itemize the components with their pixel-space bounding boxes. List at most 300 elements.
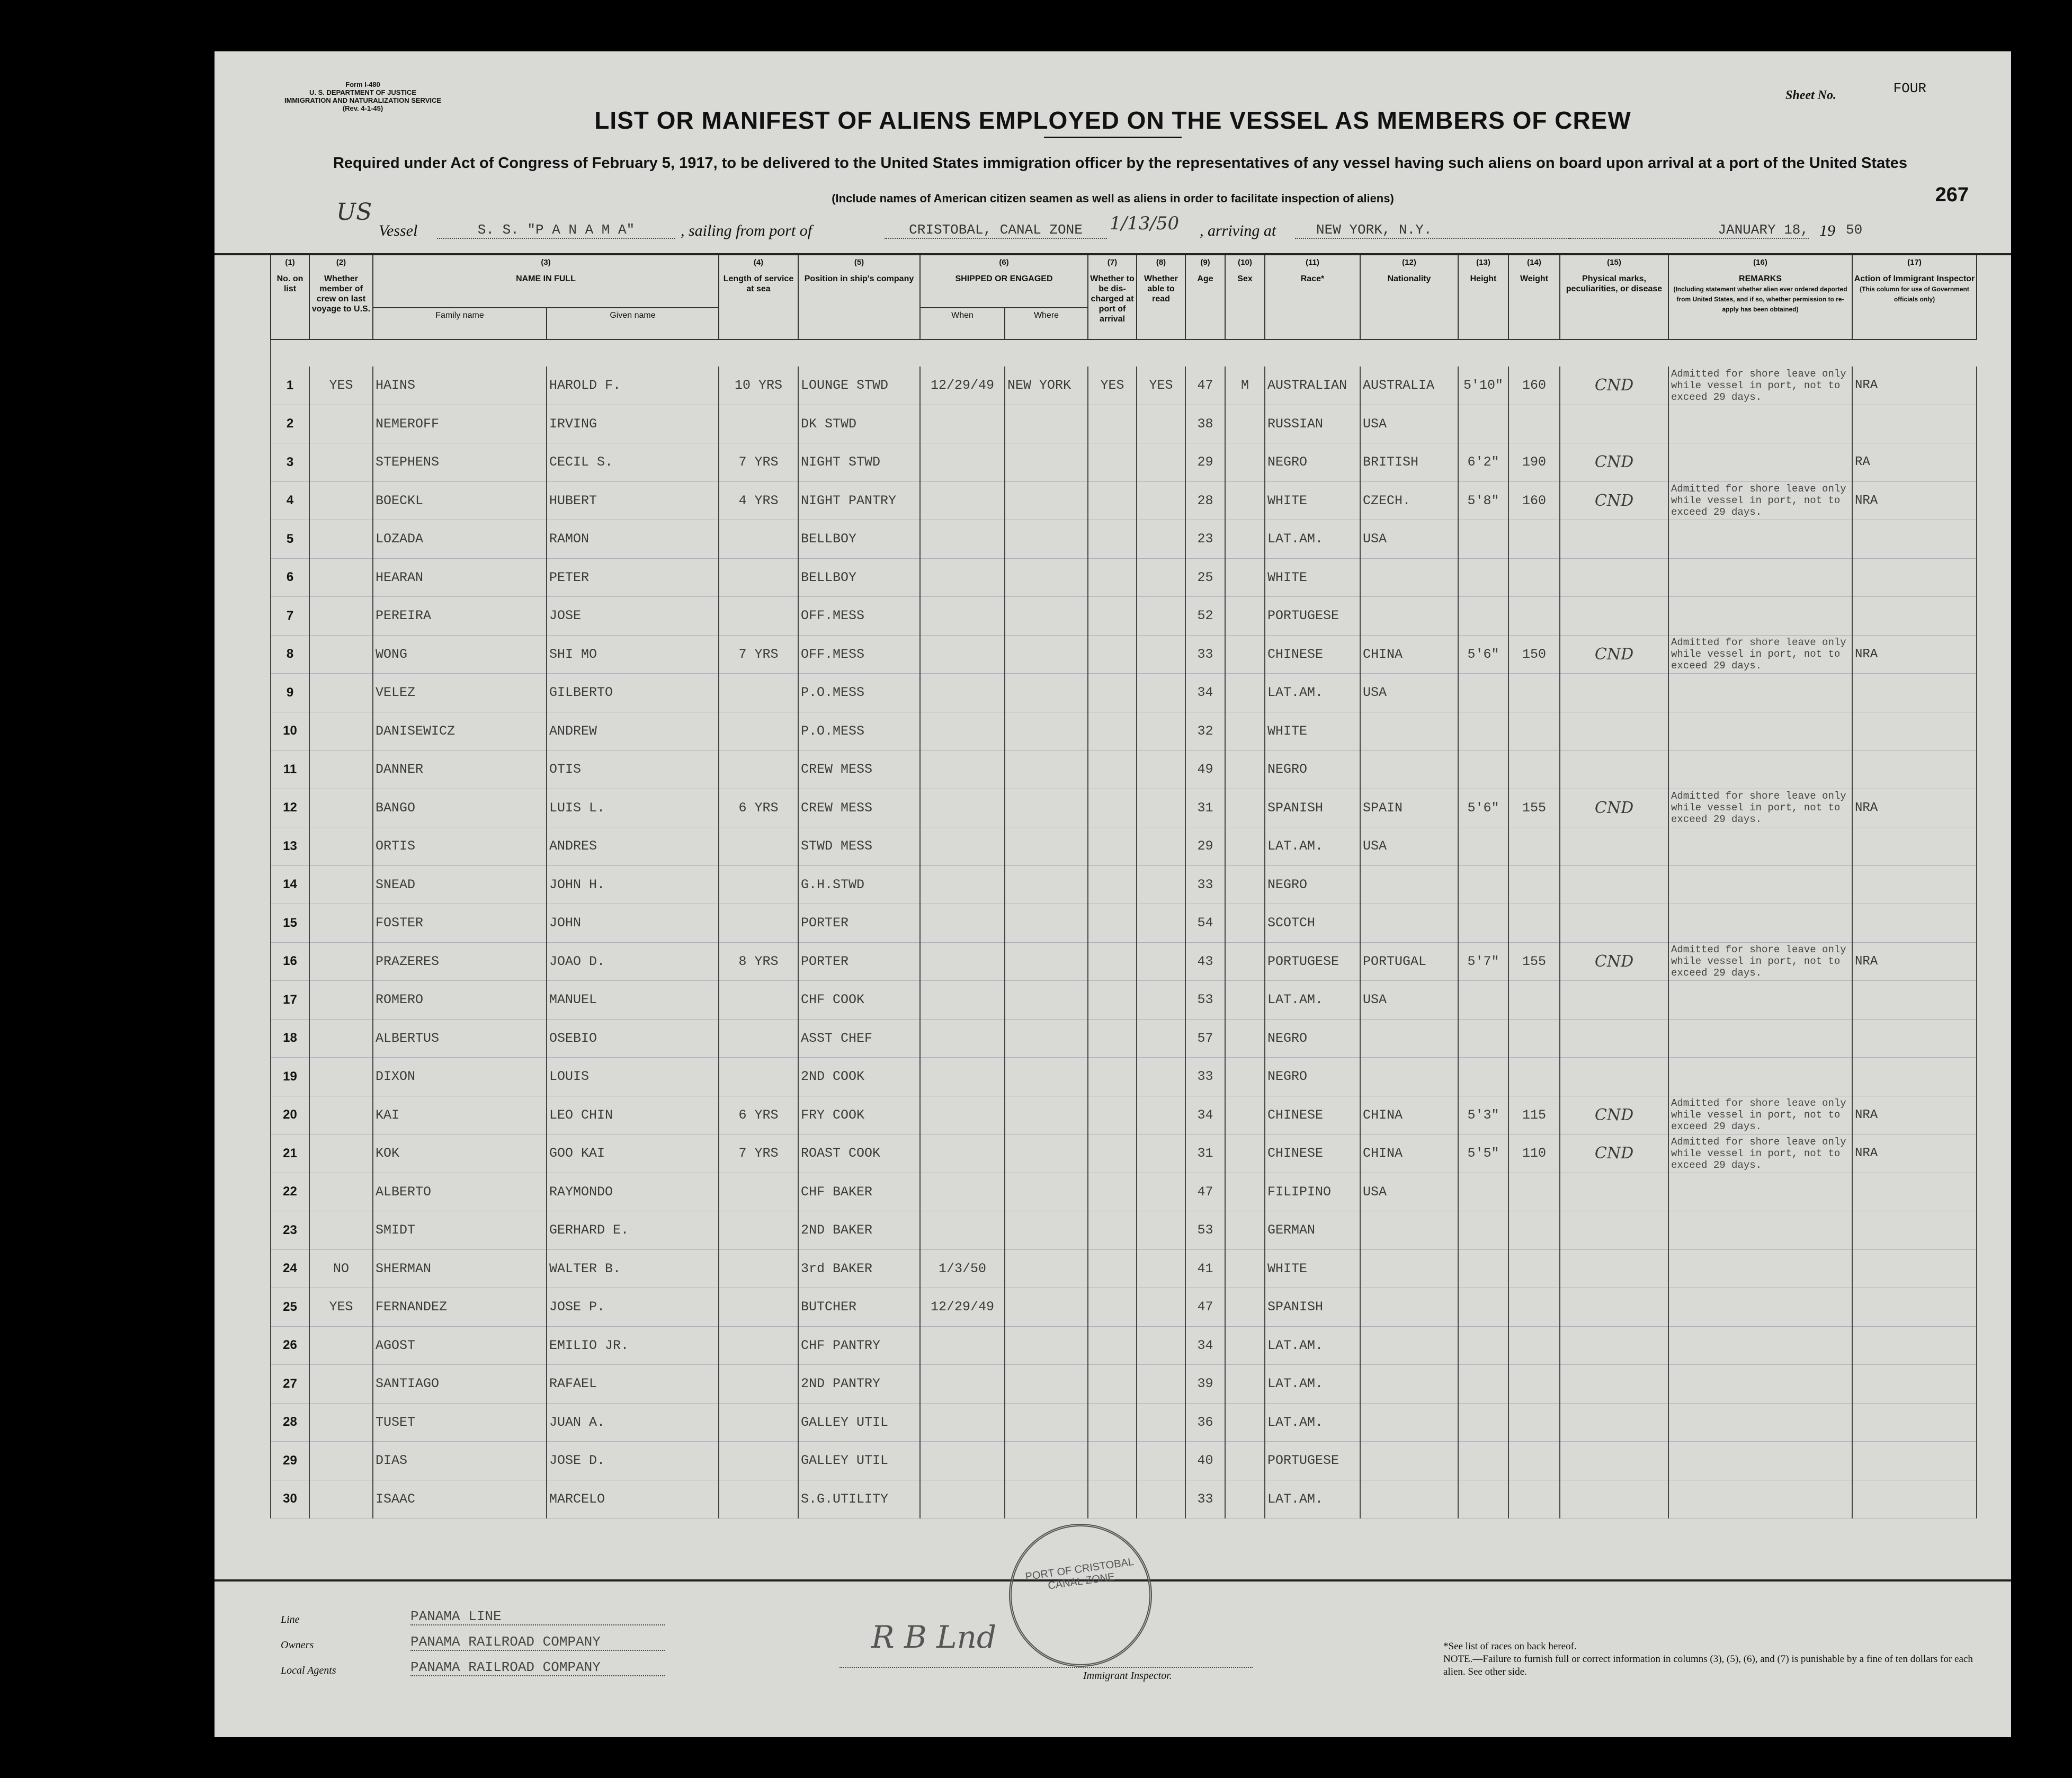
discharged [1088, 712, 1137, 750]
discharged [1088, 558, 1137, 597]
shipped-where [1005, 1403, 1088, 1442]
shipped-where [1005, 750, 1088, 789]
remarks: Admitted for shore leave only while vessel in port, not to exceed 29 days. [1668, 1134, 1852, 1173]
age: 34 [1185, 1326, 1225, 1365]
shipped-when [920, 981, 1005, 1020]
sex [1225, 1480, 1265, 1518]
family-name: LOZADA [373, 520, 547, 559]
shipped-where [1005, 981, 1088, 1020]
remarks [1668, 1249, 1852, 1288]
row-number: 19 [271, 1058, 309, 1096]
able-to-read [1137, 1326, 1185, 1365]
form-number: Form I-480 [345, 81, 380, 88]
shipped-where [1005, 481, 1088, 520]
able-to-read [1137, 405, 1185, 443]
service-length [719, 1173, 798, 1211]
row-number: 7 [271, 597, 309, 636]
shipped-when [920, 1211, 1005, 1250]
row-number: 15 [271, 904, 309, 943]
race: SPANISH [1265, 1288, 1360, 1327]
age: 23 [1185, 520, 1225, 559]
nationality: CHINA [1360, 1096, 1458, 1134]
inspector-action [1852, 1403, 1977, 1442]
discharged [1088, 1288, 1137, 1327]
service-length [719, 904, 798, 943]
table-row [271, 443, 1977, 482]
shipped-when [920, 481, 1005, 520]
given-name: WALTER B. [547, 1249, 719, 1288]
shipped-when [920, 1058, 1005, 1096]
race: PORTUGESE [1265, 1442, 1360, 1480]
inspector-action: NRA [1852, 1134, 1977, 1173]
given-name: LOUIS [547, 1058, 719, 1096]
remarks [1668, 1211, 1852, 1250]
table-row [271, 827, 1977, 866]
inspector-action [1852, 1211, 1977, 1250]
discharged [1088, 1173, 1137, 1211]
sex [1225, 405, 1265, 443]
age: 52 [1185, 597, 1225, 636]
voyage-cell [309, 789, 373, 827]
nationality [1360, 1403, 1458, 1442]
spacer-row [271, 339, 1977, 367]
shipped-where [1005, 520, 1088, 559]
given-name: GERHARD E. [547, 1211, 719, 1250]
age: 32 [1185, 712, 1225, 750]
family-name-header: Family name [373, 308, 547, 339]
year-prefix: 19 [1819, 222, 1835, 239]
able-to-read [1137, 1096, 1185, 1134]
row-number: 12 [271, 789, 309, 827]
able-to-read [1137, 789, 1185, 827]
age: 47 [1185, 1288, 1225, 1327]
shipped-where [1005, 635, 1088, 674]
race: LAT.AM. [1265, 1403, 1360, 1442]
shipped-when [920, 942, 1005, 981]
able-to-read [1137, 750, 1185, 789]
family-name: SANTIAGO [373, 1365, 547, 1404]
able-to-read [1137, 443, 1185, 482]
height [1458, 1403, 1508, 1442]
position: P.O.MESS [798, 674, 920, 712]
age: 47 [1185, 367, 1225, 405]
inspector-action [1852, 1442, 1977, 1480]
service-length [719, 981, 798, 1020]
age: 25 [1185, 558, 1225, 597]
voyage-cell [309, 635, 373, 674]
age: 38 [1185, 405, 1225, 443]
sex [1225, 981, 1265, 1020]
weight [1508, 750, 1560, 789]
remarks [1668, 1173, 1852, 1211]
row-number: 17 [271, 981, 309, 1020]
service-length [719, 1480, 798, 1518]
position: BELLBOY [798, 558, 920, 597]
given-name: PETER [547, 558, 719, 597]
voyage-cell [309, 1019, 373, 1058]
shipped-when: 1/3/50 [920, 1249, 1005, 1288]
position: LOUNGE STWD [798, 367, 920, 405]
shipped-where [1005, 942, 1088, 981]
instruction-note: (Include names of American citizen seamen as well as aliens in order to facilitate inspection of aliens) [832, 192, 1394, 205]
height [1458, 1211, 1508, 1250]
given-name: HAROLD F. [547, 367, 719, 405]
handwritten-note [1560, 981, 1668, 1020]
service-length: 4 YRS [719, 481, 798, 520]
remarks [1668, 443, 1852, 482]
department-name: U. S. DEPARTMENT OF JUSTICE [309, 88, 416, 96]
voyage-cell [309, 1480, 373, 1518]
service-length [719, 674, 798, 712]
owners-label: Owners [281, 1639, 314, 1651]
voyage-cell [309, 1058, 373, 1096]
row-number: 13 [271, 827, 309, 866]
nationality: USA [1360, 1173, 1458, 1211]
handwritten-note [1560, 1058, 1668, 1096]
nationality [1360, 904, 1458, 943]
height: 5'7" [1458, 942, 1508, 981]
crew-table [270, 255, 1977, 1518]
given-name: MARCELO [547, 1480, 719, 1518]
col-header-action: (17) Action of Immigrant Inspector (This column for use of Government officials only) [1852, 255, 1977, 339]
discharged [1088, 520, 1137, 559]
row-number: 22 [271, 1173, 309, 1211]
table-row [271, 1480, 1977, 1518]
service-length: 7 YRS [719, 635, 798, 674]
discharged [1088, 1365, 1137, 1404]
handwritten-note [1560, 865, 1668, 904]
service-length [719, 1058, 798, 1096]
position: 2ND COOK [798, 1058, 920, 1096]
handwritten-note [1560, 1480, 1668, 1518]
family-name: DANISEWICZ [373, 712, 547, 750]
service-length: 8 YRS [719, 942, 798, 981]
race: SPANISH [1265, 789, 1360, 827]
weight: 110 [1508, 1134, 1560, 1173]
sex [1225, 443, 1265, 482]
arrival-date: JANUARY 18, [1570, 222, 1809, 239]
table-row [271, 558, 1977, 597]
height: 6'2" [1458, 443, 1508, 482]
line-label: Line [281, 1614, 300, 1625]
family-name: SHERMAN [373, 1249, 547, 1288]
family-name: DIAS [373, 1442, 547, 1480]
position: 3rd BAKER [798, 1249, 920, 1288]
remarks [1668, 827, 1852, 866]
able-to-read [1137, 1019, 1185, 1058]
family-name: VELEZ [373, 674, 547, 712]
shipped-where [1005, 827, 1088, 866]
age: 33 [1185, 865, 1225, 904]
nationality: USA [1360, 827, 1458, 866]
shipped-when [920, 1365, 1005, 1404]
shipped-where [1005, 1058, 1088, 1096]
position: BUTCHER [798, 1288, 920, 1327]
nationality: PORTUGAL [1360, 942, 1458, 981]
sheet-label: Sheet No. [1785, 88, 1836, 102]
weight: 160 [1508, 367, 1560, 405]
race: LAT.AM. [1265, 520, 1360, 559]
family-name: HEARAN [373, 558, 547, 597]
shipped-when [920, 827, 1005, 866]
weight [1508, 1365, 1560, 1404]
service-length [719, 520, 798, 559]
table-row [271, 712, 1977, 750]
sex [1225, 1442, 1265, 1480]
discharged: YES [1088, 367, 1137, 405]
shipped-when [920, 674, 1005, 712]
height [1458, 1480, 1508, 1518]
table-row [271, 520, 1977, 559]
service-length: 7 YRS [719, 443, 798, 482]
shipped-when [920, 789, 1005, 827]
arriving-label: , arriving at [1200, 222, 1276, 239]
given-name: MANUEL [547, 981, 719, 1020]
inspector-action: NRA [1852, 942, 1977, 981]
voyage-cell [309, 1326, 373, 1365]
inspector-action [1852, 1480, 1977, 1518]
sex [1225, 789, 1265, 827]
handwritten-note: CND [1560, 481, 1668, 520]
given-name: GOO KAI [547, 1134, 719, 1173]
service-length: 6 YRS [719, 789, 798, 827]
shipped-when: 12/29/49 [920, 1288, 1005, 1327]
given-name: ANDRES [547, 827, 719, 866]
remarks [1668, 1019, 1852, 1058]
age: 31 [1185, 1134, 1225, 1173]
voyage-cell: YES [309, 367, 373, 405]
inspector-action: NRA [1852, 789, 1977, 827]
voyage-cell [309, 1365, 373, 1404]
row-number: 28 [271, 1403, 309, 1442]
remarks [1668, 1288, 1852, 1327]
nationality [1360, 558, 1458, 597]
col-header-remarks: (16) REMARKS (Including statement whether alien ever ordered deported from United States, and if so, whether permission to re-apply has been obtained) [1668, 255, 1852, 339]
family-name: SMIDT [373, 1211, 547, 1250]
handwritten-note [1560, 1211, 1668, 1250]
row-number: 2 [271, 405, 309, 443]
able-to-read [1137, 1249, 1185, 1288]
table-row [271, 1249, 1977, 1288]
penalty-note: NOTE.—Failure to furnish full or correct information in columns (3), (5), (6), and (7) is punishable by a fine of ten dollars for each alien. See other side. [1443, 1654, 1973, 1677]
manifest-sheet [215, 51, 2011, 1737]
discharged [1088, 481, 1137, 520]
col-header-voyage: (2) Whether member of crew on last voyage to U.S. [309, 255, 373, 339]
handwritten-note [1560, 1326, 1668, 1365]
discharged [1088, 1096, 1137, 1134]
row-number: 24 [271, 1249, 309, 1288]
position: S.G.UTILITY [798, 1480, 920, 1518]
voyage-cell [309, 1403, 373, 1442]
shipped-where [1005, 1134, 1088, 1173]
age: 47 [1185, 1173, 1225, 1211]
service-length [719, 865, 798, 904]
discharged [1088, 635, 1137, 674]
discharged [1088, 1019, 1137, 1058]
able-to-read [1137, 981, 1185, 1020]
weight [1508, 827, 1560, 866]
height [1458, 1288, 1508, 1327]
given-name: LEO CHIN [547, 1096, 719, 1134]
race: AUSTRALIAN [1265, 367, 1360, 405]
handwritten-note [1560, 520, 1668, 559]
footnotes [1443, 1640, 1973, 1678]
inspector-label: Immigrant Inspector. [1083, 1670, 1172, 1682]
remarks [1668, 597, 1852, 636]
shipped-where [1005, 1326, 1088, 1365]
voyage-cell [309, 597, 373, 636]
age: 33 [1185, 1058, 1225, 1096]
inspector-action [1852, 750, 1977, 789]
table-row [271, 1134, 1977, 1173]
table-row [271, 481, 1977, 520]
shipped-where [1005, 597, 1088, 636]
inspector-action [1852, 1173, 1977, 1211]
remarks [1668, 904, 1852, 943]
discharged [1088, 827, 1137, 866]
age: 36 [1185, 1403, 1225, 1442]
sex [1225, 481, 1265, 520]
remarks [1668, 1403, 1852, 1442]
height [1458, 1019, 1508, 1058]
table-row [271, 1211, 1977, 1250]
voyage-cell [309, 405, 373, 443]
shipped-where [1005, 789, 1088, 827]
position: CHF BAKER [798, 1173, 920, 1211]
weight [1508, 904, 1560, 943]
race: LAT.AM. [1265, 981, 1360, 1020]
height [1458, 1058, 1508, 1096]
family-name: DIXON [373, 1058, 547, 1096]
table-row [271, 981, 1977, 1020]
table-row [271, 405, 1977, 443]
table-row [271, 1365, 1977, 1404]
shipped-where [1005, 1442, 1088, 1480]
height [1458, 981, 1508, 1020]
crew-rows [271, 367, 1977, 1518]
age: 29 [1185, 827, 1225, 866]
handwritten-note: CND [1560, 443, 1668, 482]
shipped-where [1005, 1288, 1088, 1327]
agents-value: PANAMA RAILROAD COMPANY [410, 1659, 665, 1676]
row-number: 1 [271, 367, 309, 405]
age: 53 [1185, 981, 1225, 1020]
able-to-read [1137, 1288, 1185, 1327]
inspector-action [1852, 1019, 1977, 1058]
shipped-when [920, 1096, 1005, 1134]
service-length [719, 1442, 798, 1480]
nationality [1360, 1288, 1458, 1327]
handwritten-note [1560, 904, 1668, 943]
family-name: PEREIRA [373, 597, 547, 636]
height [1458, 712, 1508, 750]
voyage-cell [309, 520, 373, 559]
service-length: 10 YRS [719, 367, 798, 405]
row-number: 10 [271, 712, 309, 750]
row-number: 16 [271, 942, 309, 981]
nationality: USA [1360, 405, 1458, 443]
sex [1225, 712, 1265, 750]
inspector-action: NRA [1852, 481, 1977, 520]
given-name: SHI MO [547, 635, 719, 674]
able-to-read [1137, 1480, 1185, 1518]
shipped-when [920, 750, 1005, 789]
handwritten-note: CND [1560, 635, 1668, 674]
shipped-when [920, 1480, 1005, 1518]
handwritten-note: CND [1560, 1134, 1668, 1173]
weight [1508, 1288, 1560, 1327]
handwritten-note [1560, 1288, 1668, 1327]
position: CHF COOK [798, 981, 920, 1020]
able-to-read [1137, 1173, 1185, 1211]
remarks: Admitted for shore leave only while vessel in port, not to exceed 29 days. [1668, 1096, 1852, 1134]
voyage-cell: YES [309, 1288, 373, 1327]
race: SCOTCH [1265, 904, 1360, 943]
weight: 155 [1508, 789, 1560, 827]
col-header-no: (1) No. on list [271, 255, 309, 339]
age: 57 [1185, 1019, 1225, 1058]
weight [1508, 1326, 1560, 1365]
voyage-cell [309, 827, 373, 866]
shipped-when [920, 1442, 1005, 1480]
age: 34 [1185, 674, 1225, 712]
family-name: SNEAD [373, 865, 547, 904]
service-length [719, 750, 798, 789]
race: LAT.AM. [1265, 827, 1360, 866]
remarks: Admitted for shore leave only while vessel in port, not to exceed 29 days. [1668, 367, 1852, 405]
position: OFF.MESS [798, 635, 920, 674]
col-header-age: (9) Age [1185, 255, 1225, 339]
race: LAT.AM. [1265, 1480, 1360, 1518]
race: LAT.AM. [1265, 1326, 1360, 1365]
family-name: KOK [373, 1134, 547, 1173]
given-name: RAFAEL [547, 1365, 719, 1404]
table-row [271, 865, 1977, 904]
sex [1225, 520, 1265, 559]
height: 5'8" [1458, 481, 1508, 520]
race: NEGRO [1265, 1019, 1360, 1058]
remarks [1668, 520, 1852, 559]
age: 33 [1185, 1480, 1225, 1518]
shipped-where [1005, 865, 1088, 904]
inspector-action [1852, 1249, 1977, 1288]
weight: 150 [1508, 635, 1560, 674]
height: 5'5" [1458, 1134, 1508, 1173]
race: WHITE [1265, 712, 1360, 750]
position: ROAST COOK [798, 1134, 920, 1173]
given-name: EMILIO JR. [547, 1326, 719, 1365]
inspector-action [1852, 827, 1977, 866]
col-header-position: (5) Position in ship's company [798, 255, 920, 339]
race: CHINESE [1265, 1134, 1360, 1173]
weight [1508, 712, 1560, 750]
nationality [1360, 865, 1458, 904]
row-number: 26 [271, 1326, 309, 1365]
remarks: Admitted for shore leave only while vessel in port, not to exceed 29 days. [1668, 481, 1852, 520]
discharged [1088, 865, 1137, 904]
height: 5'3" [1458, 1096, 1508, 1134]
nationality: CZECH. [1360, 481, 1458, 520]
col-header-height: (13) Height [1458, 255, 1508, 339]
races-note: *See list of races on back hereof. [1443, 1641, 1577, 1652]
weight [1508, 674, 1560, 712]
family-name: NEMEROFF [373, 405, 547, 443]
position: CREW MESS [798, 789, 920, 827]
nationality [1360, 1365, 1458, 1404]
voyage-cell [309, 558, 373, 597]
service-length [719, 1019, 798, 1058]
given-name: RAMON [547, 520, 719, 559]
